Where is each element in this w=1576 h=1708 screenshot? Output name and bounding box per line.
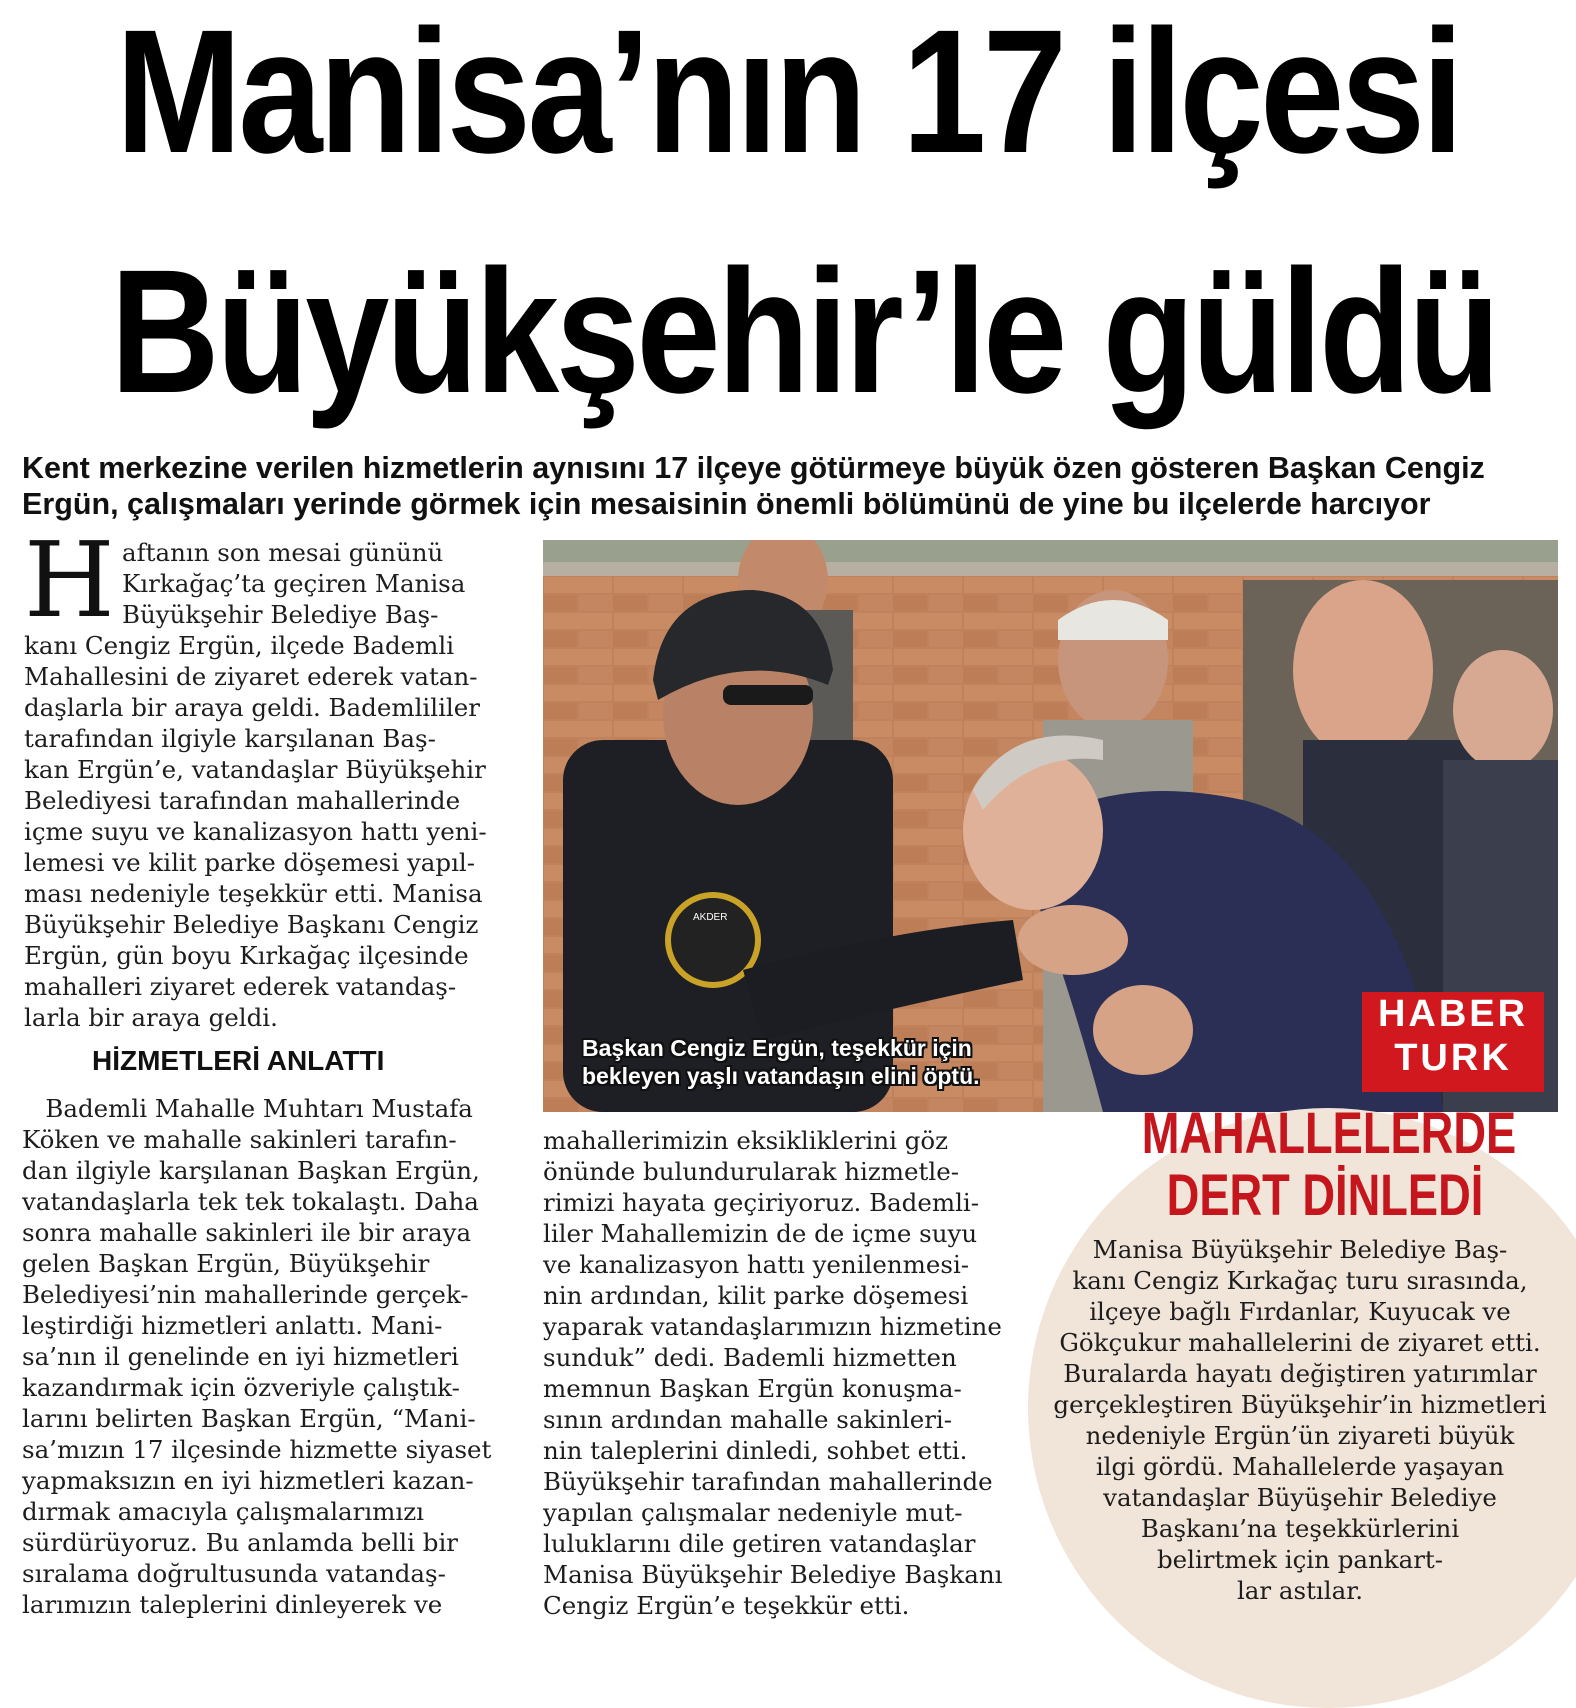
body-line: mahalleri ziyaret ederek vatandaş- [24,972,457,1001]
body-column-2 [543,1125,1033,1621]
body-line: Cengiz Ergün’e teşekkür etti. [543,1591,910,1620]
photo-caption-line-1: Başkan Cengiz Ergün, teşekkür için [582,1035,972,1061]
logo-line-1: HABER [1377,993,1529,1035]
body-line: Köken ve mahalle sakinleri tarafın- [22,1125,457,1154]
sidebar-line: ilgi gördü. Mahallelerde yaşayan [1095,1452,1505,1481]
body-column-1-bottom [22,1093,502,1620]
body-line: memnun Başkan Ergün konuşma- [543,1374,962,1403]
body-line: vatandaşlarla tek tek tokalaştı. Daha [22,1187,479,1216]
body-line: Büyükşehir Belediye Başkanı Cengiz [24,910,479,939]
spot-line-1: Kent merkezine verilen hizmetlerin aynısını 17 ilçeye götürmeye büyük özen gösteren Başkan Cengiz [22,451,1485,485]
body-line: ması nedeniyle teşekkür etti. Manisa [24,879,483,908]
sidebar-line: Buralarda hayatı değiştiren yatırımlar [1063,1359,1537,1388]
sidebar-line: gerçekleştiren Büyükşehir’in hizmetleri [1053,1390,1547,1419]
body-line: sıralama doğrultusunda vatandaş- [22,1559,446,1588]
body-line: nin ardından, kilit parke döşemesi [543,1281,969,1310]
body-line: yaparak vatandaşlarımızın hizmetine [543,1312,1002,1341]
sidebar-line: ilçeye bağlı Fırdanlar, Kuyucak ve [1089,1297,1511,1326]
sidebar-line: Gökçukur mahallelerini de ziyaret etti. [1059,1328,1541,1357]
body-line: sının ardından mahalle sakinleri- [543,1405,953,1434]
body-line: sa’mızın 17 ilçesinde hizmette siyaset [22,1435,492,1464]
haberturk-logo [1362,992,1544,1092]
photo-caption-line-2: bekleyen yaşlı vatandaşın elini öptü. [582,1063,980,1089]
body-column-1-top [24,519,494,1033]
body-line: kanı Cengiz Ergün, ilçede Bademli [24,631,455,660]
body-line: dan ilgiyle karşılanan Başkan Ergün, [22,1156,480,1185]
body-line: sürdürüyoruz. Bu anlamda belli bir [22,1528,458,1557]
body-line: kazandırmak için özveriyle çalıştık- [22,1373,460,1402]
body-line: yapmaksızın en iyi hizmetleri kazan- [22,1466,474,1495]
body-line: Belediyesi tarafından mahallerinde [24,786,461,815]
subhead: HİZMETLERİ ANLATTI [92,1045,385,1076]
body-line: Manisa Büyükşehir Belediye Başkanı [543,1560,1003,1589]
body-line: dırmak amacıyla çalışmalarımızı [22,1497,424,1526]
sidebar-line: vatandaşlar Büyüşehir Belediye [1103,1483,1497,1512]
body-line: Büyükşehir tarafından mahallerinde [543,1467,993,1496]
sidebar-line: Başkanı’na teşekkürlerini [1140,1514,1460,1543]
sidebar-line: belirtmek için pankart- [1156,1545,1444,1574]
body-line: sonra mahalle sakinleri ile bir araya [22,1218,472,1247]
body-line: lemesi ve kilit parke döşemesi yapıl- [24,848,476,877]
body-line: aftanın son mesai gününü [122,538,444,567]
headline-line-2: Büyükşehir’le güldü [110,234,1498,430]
body-line: Bademli Mahalle Muhtarı Mustafa [22,1094,473,1123]
sidebar-text [1040,1234,1560,1606]
body-line: kan Ergün’e, vatandaşlar Büyükşehir [24,755,486,784]
body-line: nin taleplerini dinledi, sohbet etti. [543,1436,968,1465]
body-line: Kırkağaç’ta geçiren Manisa [122,569,466,598]
body-line: liler Mahallemizin de de içme suyu [543,1219,978,1248]
body-line: larla bir araya geldi. [24,1003,278,1032]
body-line: yapılan çalışmalar nedeniyle mut- [543,1498,963,1527]
cap-patch-text: AKDER [693,912,728,923]
body-line: leştirdiği hizmetleri anlattı. Mani- [22,1311,443,1340]
body-line: rimizi hayata geçiriyoruz. Bademli- [543,1188,980,1217]
body-line: önünde bulundurularak hizmetle- [543,1157,959,1186]
body-line: daşlarla bir araya geldi. Bademlililer [24,693,480,722]
sidebar-line: Manisa Büyükşehir Belediye Baş- [1092,1235,1508,1264]
sidebar-line: kanı Cengiz Kırkağaç turu sırasında, [1072,1266,1528,1295]
body-line: içme suyu ve kanalizasyon hattı yeni- [24,817,487,846]
sidebar-line: lar astılar. [1236,1576,1364,1605]
body-line: ve kanalizasyon hattı yenilenmesi- [543,1250,970,1279]
sidebar-title-line-2: DERT DİNLEDİ [1166,1163,1484,1228]
body-line: tarafından ilgiyle karşılanan Baş- [24,724,436,753]
body-line: larımızın taleplerini dinleyerek ve [22,1590,443,1619]
body-line: sunduk” dedi. Bademli hizmetten [543,1343,957,1372]
body-line: gelen Başkan Ergün, Büyükşehir [22,1249,430,1278]
body-line: sa’nın il genelinde en iyi hizmetleri [22,1342,459,1371]
body-line: Belediyesi’nin mahallerinde gerçek- [22,1280,469,1309]
spot-line-2: Ergün, çalışmaları yerinde görmek için mesaisinin önemli bölümünü de yine bu ilçelerde harcıyor [22,487,1431,521]
body-line: Ergün, gün boyu Kırkağaç ilçesinde [24,941,469,970]
sidebar-line: nedeniyle Ergün’ün ziyareti büyük [1085,1421,1515,1450]
drop-cap: H [24,519,115,641]
body-line: luluklarını dile getiren vatandaşlar [543,1529,976,1558]
body-line: larını belirten Başkan Ergün, “Mani- [22,1404,476,1433]
body-line: Büyükşehir Belediye Baş- [122,600,439,629]
body-line: mahallerimizin eksikliklerini göz [543,1126,949,1155]
body-line: Mahallesini de ziyaret ederek vatan- [24,662,478,691]
headline-line-1: Manisa’nın 17 ilçesi [115,0,1461,190]
logo-line-2: TURK [1394,1037,1512,1079]
sidebar-title-line-1: MAHALLELERDE [1141,1101,1517,1166]
